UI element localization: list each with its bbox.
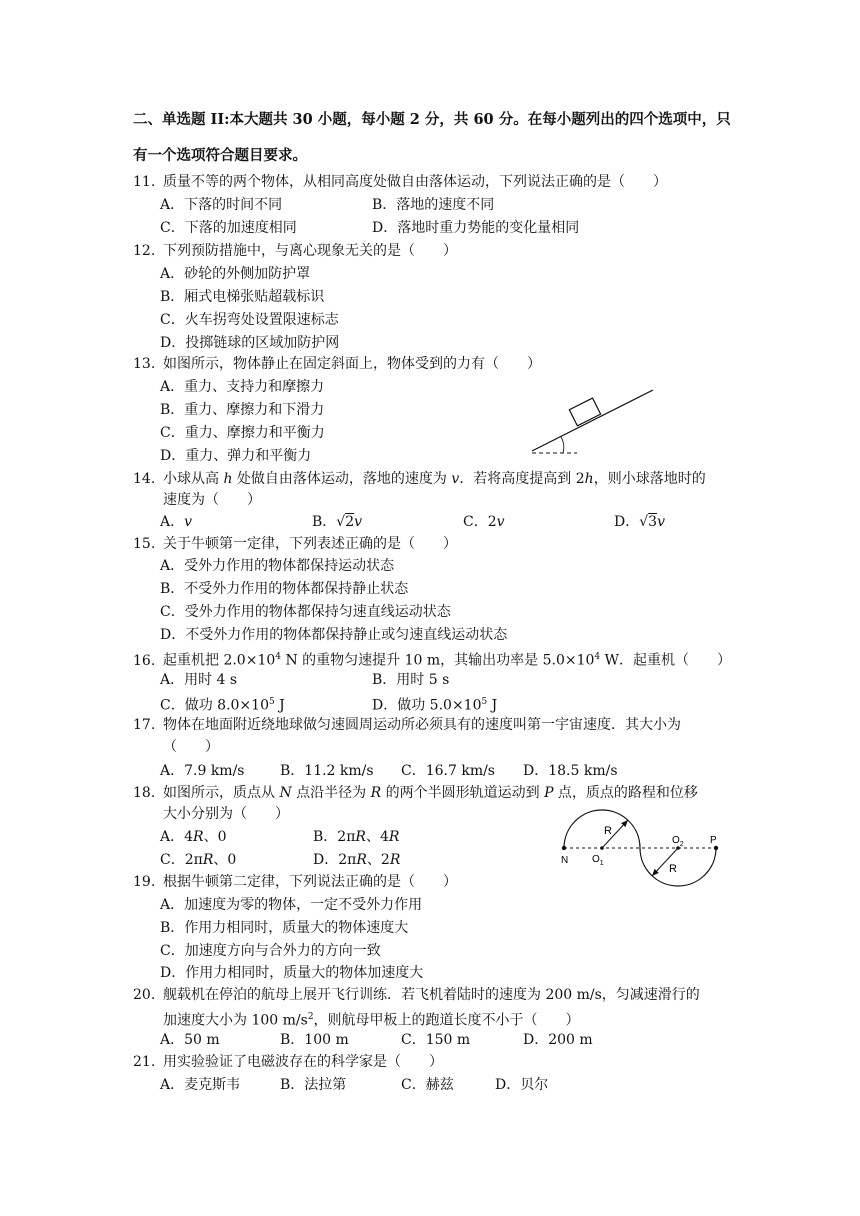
option-value: v [354, 514, 363, 530]
stem-text: 点，质点的路程和位移 [553, 785, 698, 801]
option-text: 、4 [365, 829, 389, 845]
question-19 [133, 872, 457, 892]
stem-text: 的两个半圆形轨道运动到 [381, 785, 545, 801]
var-r: R [389, 852, 401, 868]
q15-option-b: B．不受外力作用的物体都保持静止状态 [160, 581, 409, 597]
question-number: 18. [133, 785, 156, 801]
var-h: h [584, 471, 594, 487]
option-label: D． [614, 514, 640, 530]
question-number: 11. [133, 174, 156, 190]
q12-option-b: B．厢式电梯张贴超载标识 [160, 289, 325, 305]
sqrt-sign: √ [639, 514, 649, 530]
label-o1 [592, 854, 604, 867]
q13-option-b: B．重力、摩擦力和下滑力 [160, 402, 325, 418]
question-stem: 质量不等的两个物体，从相同高度处做自由落体运动，下列说法正确的是（ ） [163, 174, 667, 190]
stem-text: W．起重机（ ） [600, 652, 731, 669]
q14-option-d [614, 512, 665, 532]
label-r1: R [604, 825, 612, 837]
point-p [714, 846, 718, 850]
q20-option-a: A．50 m [160, 1032, 220, 1048]
point-n [562, 846, 566, 850]
angle-arc [561, 437, 564, 453]
question-20-cont [163, 1007, 580, 1031]
option-label: A． [160, 514, 185, 530]
question-13 [133, 354, 541, 374]
stem-text: 处做自由落体运动，落地的速度为 [232, 471, 452, 487]
label-r2: R [669, 863, 677, 875]
option-text: 、2 [366, 852, 390, 868]
var-r: R [202, 852, 214, 868]
block [569, 398, 600, 426]
question-stem: 如图所示，物体静止在固定斜面上，物体受到的力有（ ） [163, 356, 541, 372]
question-number: 16. [133, 652, 156, 669]
option-text: C．做功 8.0×10 [160, 697, 269, 714]
option-label: B． [312, 514, 337, 530]
question-stem: 舰载机在停泊的航母上展开飞行训练．若飞机着陆时的速度为 200 m/s，匀减速滑行的 [163, 987, 700, 1003]
var-r: R [388, 829, 400, 845]
radicand: 3 [648, 514, 658, 530]
q18-option-b [313, 827, 399, 847]
q14-option-a [160, 512, 192, 532]
q13-option-d: D．重力、弹力和平衡力 [160, 448, 312, 464]
var-r: R [355, 829, 366, 845]
question-number: 15. [133, 536, 156, 552]
stem-text: N 的重物匀速提升 10 m，其输出功率是 5.0×10 [281, 652, 595, 669]
stem-text: 小球从高 [163, 471, 224, 487]
question-number: 14. [133, 471, 156, 487]
question-18-cont: 大小分别为（ ） [163, 806, 289, 822]
q17-option-c: C．16.7 km/s [401, 763, 495, 779]
q19-option-c: C．加速度方向与合外力的方向一致 [160, 943, 381, 959]
question-17-cont: （ ） [163, 739, 219, 755]
q12-option-c: C．火车拐弯处设置限速标志 [160, 312, 339, 328]
q12-option-a: A．砂轮的外侧加防护罩 [160, 266, 311, 282]
q18-option-a [160, 827, 227, 847]
lower-semicircle [640, 848, 716, 886]
var-n: N [279, 785, 292, 801]
var-p: P [544, 785, 554, 801]
question-20 [133, 985, 700, 1005]
q20-option-b: B．100 m [280, 1032, 349, 1048]
q18-option-c [160, 850, 236, 870]
question-number: 19. [133, 874, 156, 890]
option-text: A．4 [160, 829, 194, 845]
stem-text: 起重机把 2.0×10 [163, 652, 276, 669]
question-15 [133, 534, 457, 554]
question-18 [133, 783, 698, 803]
stem-text: ，则航母甲板上的跑道长度不小于（ ） [313, 1012, 580, 1029]
question-14 [133, 469, 706, 489]
option-value: v [184, 514, 193, 530]
q11-option-c: C．下落的加速度相同 [160, 220, 297, 236]
incline-figure [525, 385, 660, 460]
q20-option-c: C．150 m [401, 1032, 471, 1048]
q12-option-d: D．投掷链球的区域加防护网 [160, 335, 340, 351]
label-n: N [561, 855, 569, 866]
q16-option-d [372, 692, 497, 716]
label-o1-sub: 1 [599, 860, 604, 867]
superscript: 4 [275, 652, 281, 662]
upper-semicircle [564, 810, 640, 848]
question-stem: 下列预防措施中，与离心现象无关的是（ ） [163, 243, 457, 259]
option-text: J [487, 697, 498, 714]
q21-option-d: D．贝尔 [495, 1077, 549, 1093]
option-text: B．2π [313, 829, 356, 845]
q15-option-c: C．受外力作用的物体都保持匀速直线运动状态 [160, 604, 451, 620]
q14-option-b [312, 512, 362, 532]
q18-option-d [313, 850, 400, 870]
question-stem: 用实验验证了电磁波存在的科学家是（ ） [163, 1054, 443, 1070]
semicircle-track-figure [552, 808, 727, 888]
question-17 [133, 715, 681, 735]
q13-option-a: A．重力、支持力和摩擦力 [160, 379, 325, 395]
question-number: 17. [133, 717, 156, 733]
q11-option-d: D．落地时重力势能的变化量相同 [372, 220, 580, 236]
sqrt-sign: √ [336, 514, 346, 530]
q13-option-c: C．重力、摩擦力和平衡力 [160, 425, 325, 441]
q16-option-b: B．用时 5 s [372, 672, 450, 688]
q14-option-c [463, 512, 505, 532]
question-16 [133, 647, 731, 671]
q19-option-d: D．作用力相同时，质量大的物体加速度大 [160, 965, 424, 981]
q19-option-b: B．作用力相同时，质量大的物体速度大 [160, 920, 409, 936]
superscript: 5 [268, 697, 275, 707]
q15-option-d: D．不受外力作用的物体都保持静止或匀速直线运动状态 [160, 627, 508, 643]
q17-option-b: B．11.2 km/s [280, 763, 374, 779]
option-label: C．2 [463, 514, 497, 530]
stem-text: 加速度大小为 100 m/s [163, 1012, 308, 1029]
option-text: 、0 [203, 829, 227, 845]
option-text: J [274, 697, 285, 714]
var-r: R [193, 829, 204, 845]
option-value: v [657, 514, 665, 530]
q20-option-d: D．200 m [523, 1032, 593, 1048]
question-11 [133, 172, 667, 192]
label-o2-sub: 2 [679, 841, 684, 848]
stem-text: 点沿半径为 [291, 785, 371, 801]
option-text: C．2π [160, 852, 203, 868]
q15-option-a: A．受外力作用的物体都保持运动状态 [160, 558, 395, 574]
option-text: D．2π [313, 852, 357, 868]
question-stem: 物体在地面附近绕地球做匀速圆周运动所必须具有的速度叫第一宇宙速度．其大小为 [163, 717, 681, 733]
question-21 [133, 1052, 443, 1072]
radicand: 2 [345, 514, 355, 530]
question-12 [133, 241, 457, 261]
section-header-line2: 有一个选项符合题目要求。 [133, 147, 307, 164]
var-r: R [356, 852, 367, 868]
label-o2-letter: O [672, 835, 680, 846]
question-number: 21. [133, 1054, 156, 1070]
q19-option-a: A．加速度为零的物体，一定不受外力作用 [160, 897, 423, 913]
label-o1-letter: O [592, 854, 600, 865]
stem-text: 如图所示，质点从 [163, 785, 280, 801]
option-text: D．做功 5.0×10 [372, 697, 482, 714]
question-stem: 根据牛顿第二定律，下列说法正确的是（ ） [163, 874, 457, 890]
var-v: v [451, 471, 460, 487]
section-header-line1: 二、单选题 II:本大题共 30 小题，每小题 2 分，共 60 分。在每小题列出的四个选项中，只 [133, 111, 731, 128]
stem-text: ．若将高度提高到 2 [459, 471, 585, 487]
question-number: 12. [133, 243, 156, 259]
stem-text: ，则小球落地时的 [593, 471, 706, 487]
q16-option-a: A．用时 4 s [160, 672, 238, 688]
q21-option-c: C．赫兹 [401, 1077, 454, 1093]
q21-option-a: A．麦克斯韦 [160, 1077, 241, 1093]
superscript: 2 [307, 1012, 314, 1022]
question-14-cont: 速度为（ ） [163, 492, 261, 508]
q11-option-b: B．落地的速度不同 [372, 197, 495, 213]
question-stem: 关于牛顿第一定律，下列表述正确的是（ ） [163, 536, 457, 552]
superscript: 4 [594, 652, 601, 662]
q11-option-a: A．下落的时间不同 [160, 197, 283, 213]
question-number: 20. [133, 987, 156, 1003]
q17-option-d: D．18.5 km/s [523, 763, 618, 779]
question-number: 13. [133, 356, 156, 372]
option-value: v [496, 514, 505, 530]
q17-option-a: A．7.9 km/s [160, 763, 245, 779]
option-text: 、0 [213, 852, 237, 868]
var-h: h [223, 471, 233, 487]
label-p: P [710, 835, 717, 846]
superscript: 5 [481, 697, 488, 707]
q16-option-c [160, 692, 285, 716]
var-r: R [370, 785, 382, 801]
label-o2 [672, 835, 684, 848]
q21-option-b: B．法拉第 [280, 1077, 347, 1093]
